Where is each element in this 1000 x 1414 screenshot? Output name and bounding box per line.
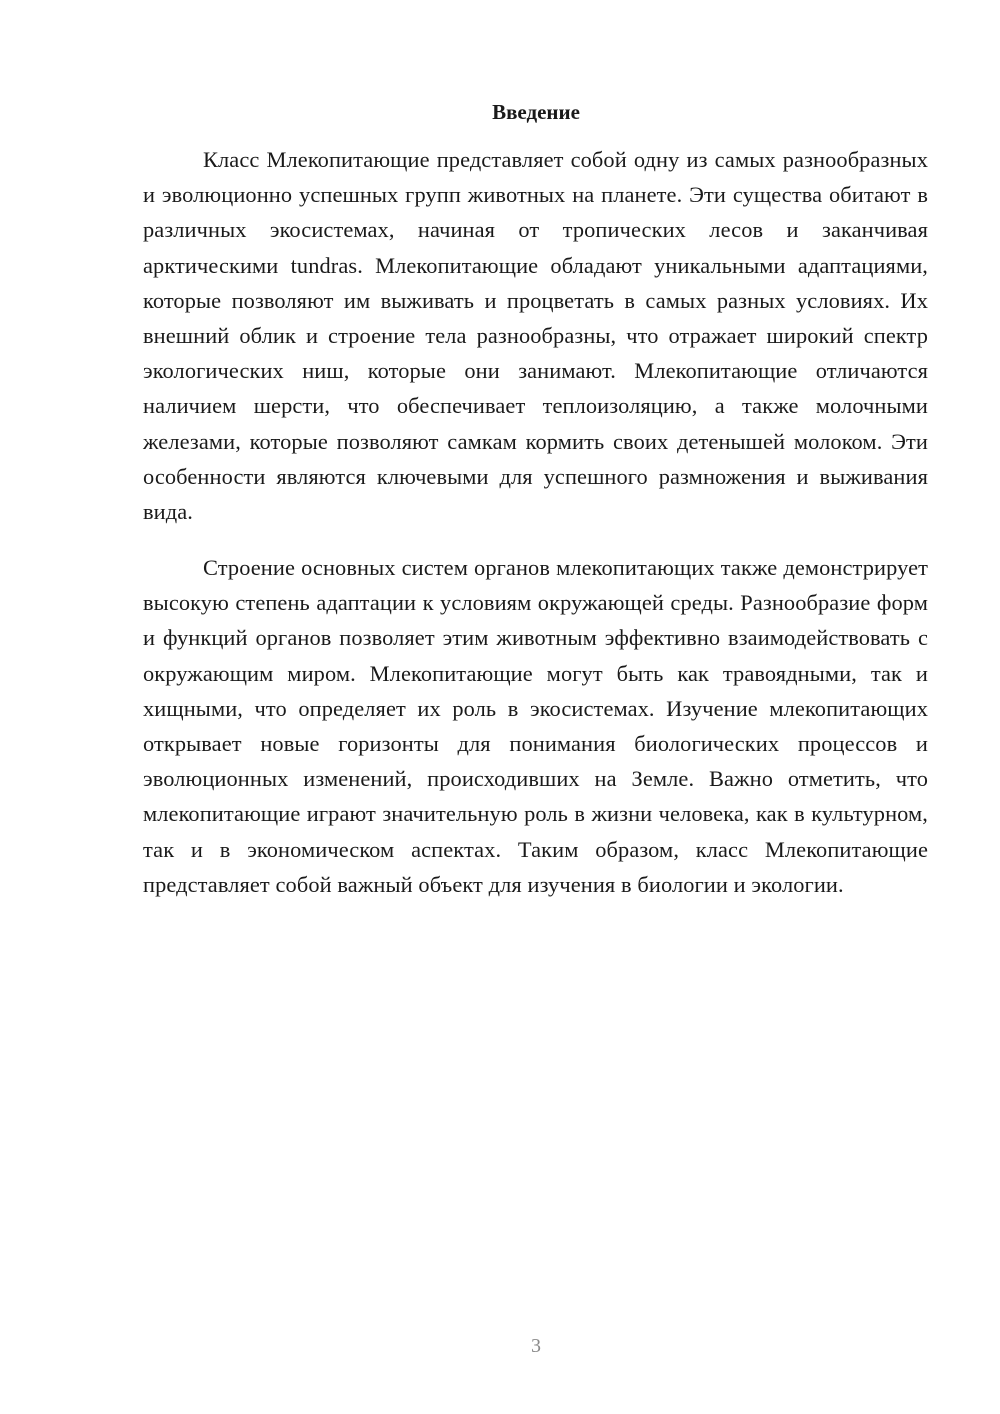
paragraph-intro: Класс Млекопитающие представляет собой одну из самых разнообразных и эволюционно успешных групп животных на планете. Эти существа обитают в различных экосистемах, начиная от тропических лесов и заканчивая арктическими tundras. Млекопитающие обладают уникальными адаптациями, которые позволяют им выживать и процветать в самых разных условиях. Их внешний облик и строение тела разнообразны, что отражает широкий спектр экологических ниш, которые они занимают. Млекопитающие отличаются наличием шерсти, что обеспечивает теплоизоляцию, а также молочными железами, которые позволяют самкам кормить своих детенышей молоком. Эти особенности являются ключевыми для успешного размножения и выживания вида.: [143, 147, 928, 525]
page-number: 3: [531, 1335, 541, 1357]
section-heading: Введение: [492, 100, 580, 124]
paragraph-organ-systems: Строение основных систем органов млекопитающих также демонстрирует высокую степень адаптации к условиям окружающей среды. Разнообразие форм и функций органов позволяет этим животным эффективно взаимодействовать с окружающим миром. Млекопитающие могут быть как травоядными, так и хищными, что определяет их роль в экосистемах. Изучение млекопитающих открывает новые горизонты для понимания биологических процессов и эволюционных изменений, происходивших на Земле. Важно отметить, что млекопитающие играют значительную роль в жизни человека, как в культурном, так и в экономическом аспектах. Таким образом, класс Млекопитающие представляет собой важный объект для изучения в биологии и экологии.: [143, 555, 928, 897]
